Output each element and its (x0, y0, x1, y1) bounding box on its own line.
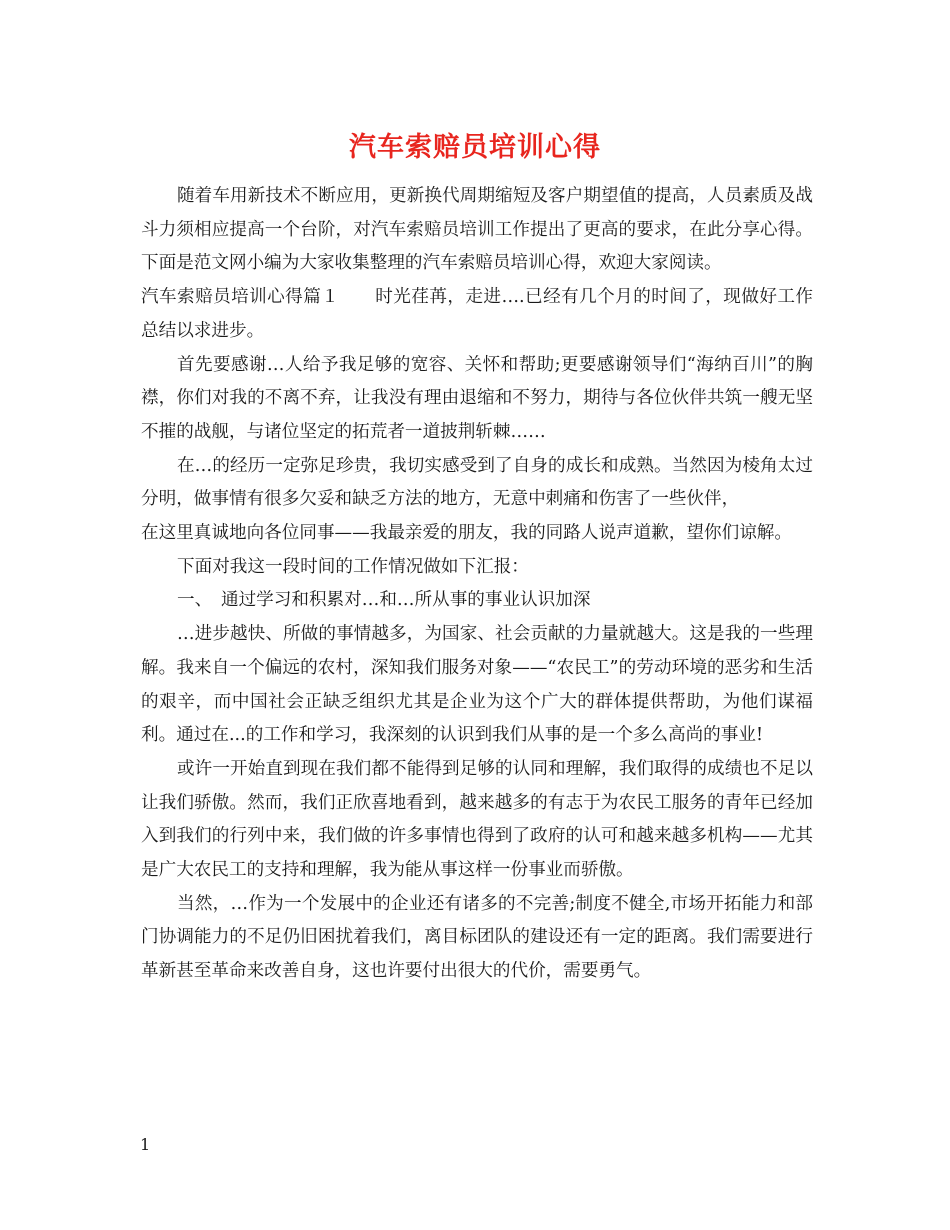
document-title: 汽车索赔员培训心得 (349, 132, 601, 163)
understanding-paragraph: …进步越快、所做的事情越多，为国家、社会贡献的力量就越大。这是我的一些理解。我来自一个偏远的农村，深知我们服务对象——“农民工”的劳动环境的恶劣和生活的艰辛，而中国社会正缺乏组织尤其是企业为这个广大的群体提供帮助，为他们谋福利。通过在...的工作和学习，我深刻的认识到我们从事的是一个多么高尚的事业! (141, 624, 813, 746)
page-number: 1 (140, 1135, 151, 1154)
gratitude-paragraph: 首先要感谢…人给予我足够的宽容、关怀和帮助;更要感谢领导们“海纳百川”的胸襟，你们对我的不离不弃，让我没有理由退缩和不努力，期待与各位伙伴共筑一艘无坚不摧的战舰，与诸位坚定的拓荒者一道披荆斩棘…… (141, 354, 813, 442)
challenges-paragraph: 当然，…作为一个发展中的企业还有诸多的不完善;制度不健全,市场开拓能力和部门协调能力的不足仍旧困扰着我们，离目标团队的建设还有一定的距离。我们需要进行革新甚至革命来改善自身，这也许要付出很大的代价，需要勇气。 (141, 893, 813, 982)
experience-paragraph: 在…的经历一定弥足珍贵，我切实感受到了自身的成长和成熟。当然因为棱角太过分明，做事情有很多欠妥和缺乏方法的地方，无意中刺痛和伤害了一些伙伴， (141, 455, 813, 510)
intro-paragraph: 随着车用新技术不断应用，更新换代周期缩短及客户期望值的提高，人员素质及战斗力须相应提高一个台阶，对汽车索赔员培训工作提出了更高的要求，在此分享心得。下面是范文网小编为大家收集整理的汽车索赔员培训心得，欢迎大家阅读。 (141, 186, 813, 274)
document-body (141, 180, 813, 989)
recognition-paragraph: 或许一开始直到现在我们都不能得到足够的认同和理解，我们取得的成绩也不足以让我们骄傲。然而，我们正欣喜地看到，越来越多的有志于为农民工服务的青年已经加入到我们的行列中来，我们做的许多事情也得到了政府的认可和越来越多机构——尤其是广大农民工的支持和理解，我为能从事这样一份事业而骄傲。 (141, 758, 813, 881)
apology-paragraph: 在这里真诚地向各位同事——我最亲爱的朋友，我的同路人说声道歉，望你们谅解。 (141, 523, 792, 544)
section-heading-paragraph: 汽车索赔员培训心得篇１ 时光荏苒，走进….已经有几个月的时间了，现做好工作总结以求进步。 (141, 287, 813, 341)
section-one-heading: 一、 通过学习和积累对…和…所从事的事业认识加深 (177, 590, 591, 611)
report-intro-paragraph: 下面对我这一段时间的工作情况做如下汇报： (177, 556, 529, 577)
